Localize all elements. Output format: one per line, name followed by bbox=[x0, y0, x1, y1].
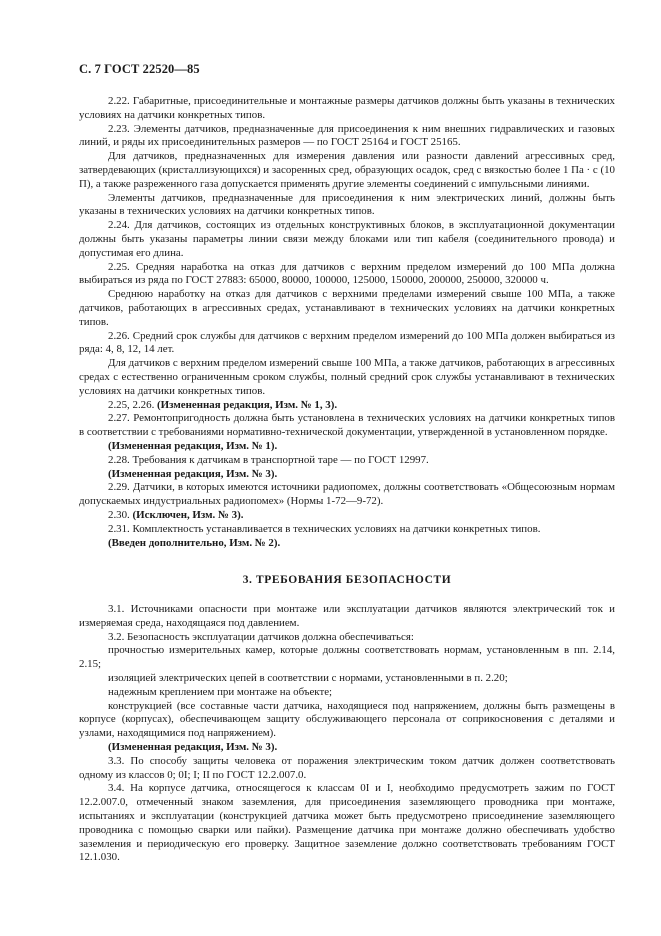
paragraph: 2.24. Для датчиков, состоящих из отдельных конструктивных блоков, в эксплуатационной документации должны быть указаны параметры линии связи между блоками или тип кабеля (соединительного провода) и допустимая его длина. bbox=[79, 219, 615, 259]
paragraph: 2.29. Датчики, в которых имеются источники радиопомех, должны соответствовать «Общесоюзным нормам допускаемых индустриальных радиопомех» (Нормы 1-72—9-72). bbox=[79, 481, 615, 508]
amendment-note: (Измененная редакция, Изм. № 1, 3). bbox=[157, 398, 338, 411]
paragraph: Для датчиков, предназначенных для измерения давления или разности давлений агрессивных сред, затвердевающих (кристаллизующихся) и засоренных сред, образующих осадок, сред с вязкостью более 1 Па · с (10 П), а также разреженного газа допускается применять другие элементы соединений с импульсными линиями. bbox=[79, 150, 615, 190]
paragraph: 3.1. Источниками опасности при монтаже или эксплуатации датчиков являются электрический ток и измеряемая среда, находящаяся под давлением. bbox=[79, 603, 615, 629]
paragraph: 3.4. На корпусе датчика, относящегося к классам 0I и I, необходимо предусмотреть зажим по ГОСТ 12.2.007.0, отмеченный знаком заземления, для присоединения заземляющего проводника при монтаже, испытаниях и эксплуатации (конструкцией датчика может быть предусмотрено присоединение заземляющего проводника с помощью сварки или пайки). Размещение датчика при монтаже должно обеспечивать удобство заземления и периодическую его проверку. Защитное заземление должно соответствовать требованиям ГОСТ 12.1.030. bbox=[79, 782, 615, 864]
section-title: 3. ТРЕБОВАНИЯ БЕЗОПАСНОСТИ bbox=[242, 574, 452, 587]
paragraph: 3.2. Безопасность эксплуатации датчиков должна обеспечиваться: bbox=[108, 630, 414, 643]
paragraph: Элементы датчиков, предназначенные для присоединения к ним электрических линий, должны быть указаны в технических условиях на датчики конкретных типов. bbox=[79, 191, 615, 218]
paragraph bbox=[79, 509, 615, 523]
amendment-note: (Измененная редакция, Изм. № 3). bbox=[108, 467, 278, 480]
amendment-note: (Введен дополнительно, Изм. № 2). bbox=[108, 536, 281, 549]
paragraph: 2.22. Габаритные, присоединительные и монтажные размеры датчиков должны быть указаны в технических условиях на датчики конкретных типов. bbox=[79, 95, 615, 121]
paragraph: прочностью измерительных камер, которые должны соответствовать нормам, установленным в пп. 2.14, 2.15; bbox=[79, 644, 615, 671]
page-header: С. 7 ГОСТ 22520—85 bbox=[79, 62, 200, 76]
amendment-note: (Исключен, Изм. № 3). bbox=[132, 508, 244, 521]
paragraph: 2.26. Средний срок службы для датчиков с верхним пределом измерений до 100 МПа должен выбираться из ряда: 4, 8, 12, 14 лет. bbox=[79, 329, 615, 356]
amendment-note: (Измененная редакция, Изм. № 3). bbox=[108, 741, 278, 754]
paragraph bbox=[79, 399, 615, 413]
document-body bbox=[79, 95, 615, 865]
paragraph: 2.31. Комплектность устанавливается в технических условиях на датчики конкретных типов. bbox=[108, 522, 541, 535]
paragraph-number: 2.30. bbox=[108, 508, 133, 521]
paragraph: конструкцией (все составные части датчика, находящиеся под напряжением, должны быть размещены в корпусе (корпусах), обеспечивающем защиту обслуживающего персонала от соприкосновения с деталями и узлами, находящимися под напряжением). bbox=[79, 699, 615, 740]
paragraph: Среднюю наработку на отказ для датчиков с верхними пределами измерений свыше 100 МПа, а также датчиков, работающих в агрессивных средах, устанавливают в технических условиях на датчики конкретных типов. bbox=[79, 288, 615, 328]
paragraph: 2.27. Ремонтопригодность должна быть установлена в технических условиях на датчики конкретных типов в соответствии с требованиями нормативно-технической документации, утвержденной в установленном порядке. bbox=[79, 412, 615, 439]
paragraph: 3.3. По способу защиты человека от поражения электрическим током датчик должен соответствовать одному из классов 0; 0I; I; II по ГОСТ 12.2.007.0. bbox=[79, 754, 615, 781]
paragraph: Для датчиков с верхним пределом измерений свыше 100 МПа, а также датчиков, работающих в агрессивных средах с естественно ограниченным сроком службы, полный средний срок службы устанавливают в технических условиях на датчики конкретных типов. bbox=[79, 357, 615, 397]
paragraph: 2.25. Средняя наработка на отказ для датчиков с верхним пределом измерений до 100 МПа должна выбираться из ряда по ГОСТ 27883: 65000, 80000, 100000, 125000, 150000, 200000, 250000, 320000 ч. bbox=[79, 260, 615, 287]
amendment-note: (Измененная редакция, Изм. № 1). bbox=[108, 439, 278, 452]
paragraph-number: 2.25, 2.26. bbox=[108, 398, 158, 411]
paragraph: 2.28. Требования к датчикам в транспортной таре — по ГОСТ 12997. bbox=[108, 453, 429, 466]
paragraph: 2.23. Элементы датчиков, предназначенные для присоединения к ним внешних гидравлических и газовых линий, и ряды их присоединительных размеров — по ГОСТ 25164 и ГОСТ 25165. bbox=[79, 122, 615, 149]
paragraph: изоляцией электрических цепей в соответствии с нормами, установленными в п. 2.20; bbox=[108, 672, 508, 685]
paragraph: надежным креплением при монтаже на объекте; bbox=[108, 685, 333, 698]
